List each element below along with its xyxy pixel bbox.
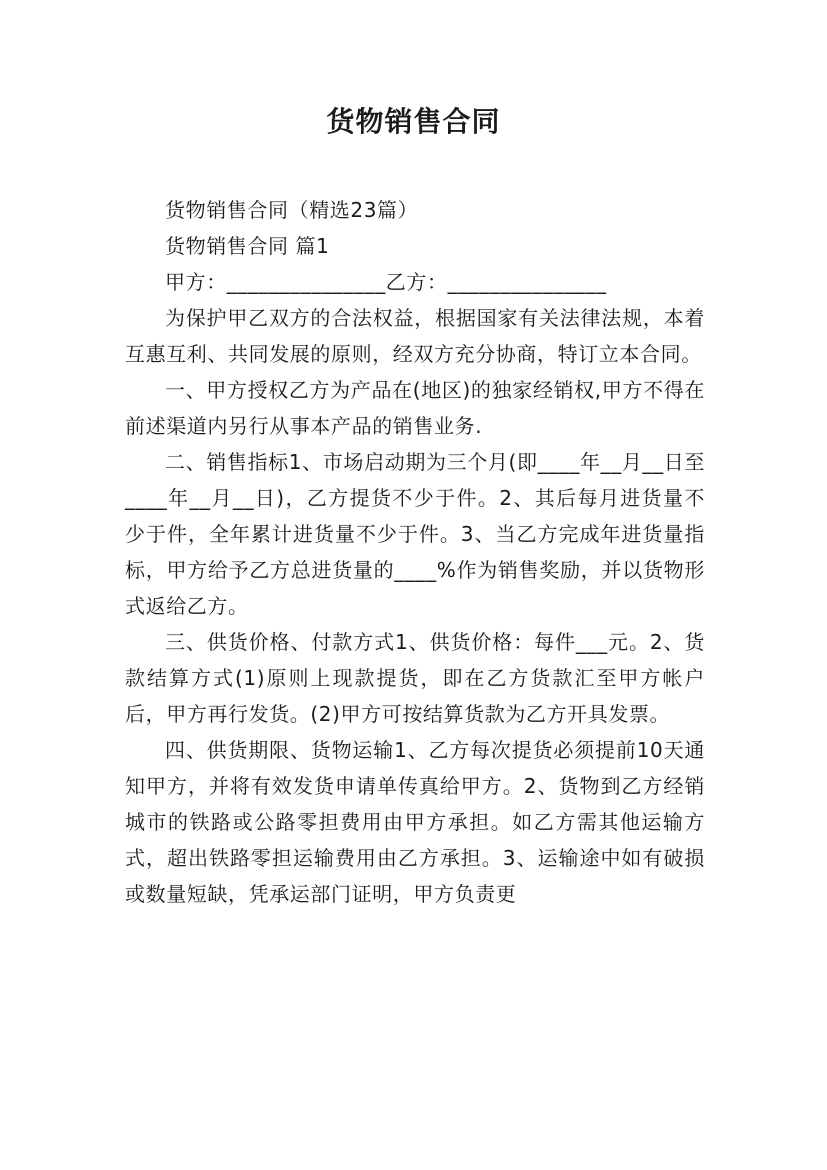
- paragraph-preamble: 为保护甲乙双方的合法权益，根据国家有关法律法规，本着互惠互利、共同发展的原则，经双方充分协商，特订立本合同。: [125, 306, 705, 366]
- paragraph-clause-2: 二、销售指标1、市场启动期为三个月(即____年__月__日至____年__月__日)，乙方提货不少于件。2、其后每月进货量不少于件，全年累计进货量不少于件。3、当乙方完成年进货量指标，甲方给予乙方总进货量的____%作为销售奖励，并以货物形式返给乙方。: [125, 450, 705, 618]
- paragraph-subtitle: 货物销售合同（精选23篇）: [165, 198, 419, 222]
- document-body: [125, 192, 705, 912]
- paragraph-section-heading: 货物销售合同 篇1: [165, 234, 330, 258]
- paragraph-clause-1: 一、甲方授权乙方为产品在(地区)的独家经销权,甲方不得在前述渠道内另行从事本产品的销售业务.: [125, 378, 705, 438]
- document-title: 货物销售合同: [326, 105, 501, 138]
- paragraph-clause-4: 四、供货期限、货物运输1、乙方每次提货必须提前10天通知甲方，并将有效发货申请单传真给甲方。2、货物到乙方经销城市的铁路或公路零担费用由甲方承担。如乙方需其他运输方式，超出铁路零担运输费用由乙方承担。3、运输途中如有破损或数量短缺，凭承运部门证明，甲方负责更: [125, 738, 705, 906]
- paragraph-parties: 甲方：_______________乙方：_______________: [165, 270, 607, 294]
- paragraph-clause-3: 三、供货价格、付款方式1、供货价格：每件___元。2、货款结算方式(1)原则上现款提货，即在乙方货款汇至甲方帐户后，甲方再行发货。(2)甲方可按结算货款为乙方开具发票。: [125, 630, 705, 726]
